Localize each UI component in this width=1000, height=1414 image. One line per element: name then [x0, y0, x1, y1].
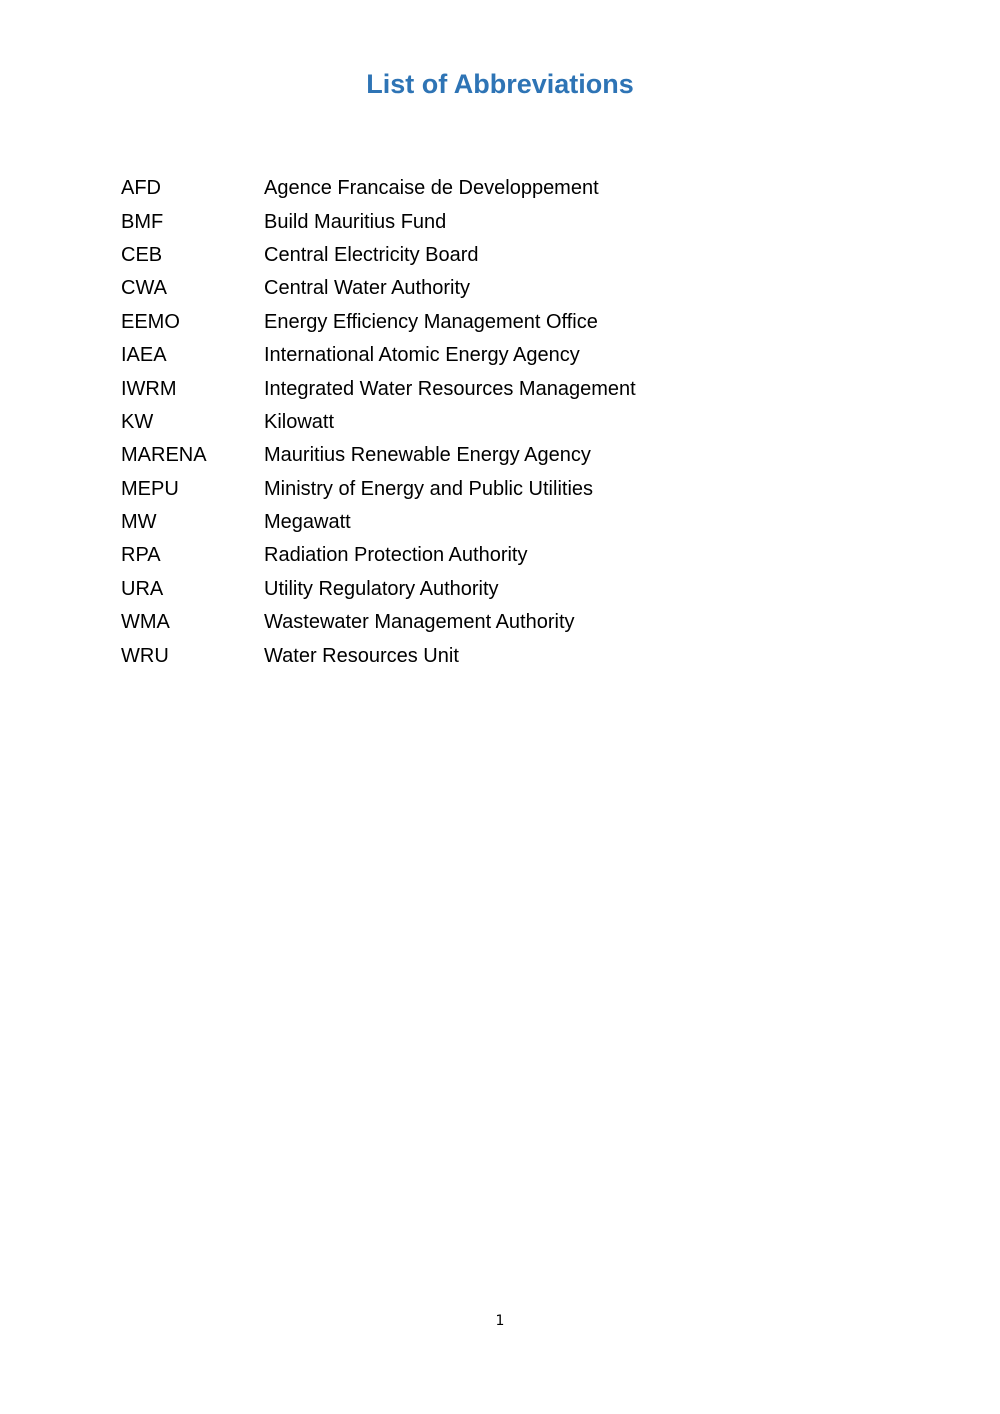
abbreviation-row-iaea [121, 339, 881, 372]
abbreviation-code: RPA [121, 544, 161, 567]
abbreviation-row-eemo [121, 306, 881, 339]
abbreviation-meaning: Water Resources Unit [264, 644, 459, 667]
abbreviation-row-kw [121, 406, 881, 439]
abbreviation-row-wru [121, 639, 881, 672]
abbreviation-meaning: Integrated Water Resources Management [264, 377, 636, 400]
abbreviation-code: WRU [121, 644, 169, 667]
abbreviation-meaning: Megawatt [264, 511, 351, 534]
abbreviation-code: MEPU [121, 477, 179, 500]
abbreviation-meaning: Central Water Authority [264, 277, 471, 300]
abbreviation-row-marena [121, 439, 881, 472]
abbreviation-meaning: Energy Efficiency Management Office [264, 310, 598, 333]
abbreviation-code: MARENA [121, 444, 207, 467]
abbreviation-code: AFD [121, 177, 161, 200]
abbreviation-row-afd [121, 172, 881, 205]
abbreviation-code: MW [121, 511, 157, 534]
abbreviation-row-ceb [121, 239, 881, 272]
abbreviation-row-cwa [121, 272, 881, 305]
abbreviation-meaning: Mauritius Renewable Energy Agency [264, 444, 591, 467]
abbreviation-row-wma [121, 606, 881, 639]
abbreviation-meaning: Central Electricity Board [264, 243, 479, 266]
abbreviation-row-mepu [121, 473, 881, 506]
abbreviation-row-mw [121, 506, 881, 539]
abbreviation-meaning: Utility Regulatory Authority [264, 577, 499, 600]
page-title: List of Abbreviations [366, 69, 634, 99]
abbreviation-meaning: Ministry of Energy and Public Utilities [264, 477, 594, 500]
abbreviation-list [121, 172, 881, 673]
abbreviation-row-iwrm [121, 372, 881, 405]
abbreviation-code: URA [121, 577, 164, 600]
abbreviation-row-rpa [121, 539, 881, 572]
abbreviation-meaning: Kilowatt [264, 410, 335, 433]
abbreviation-code: KW [121, 410, 154, 433]
abbreviation-code: EEMO [121, 310, 180, 333]
abbreviation-meaning: Radiation Protection Authority [264, 544, 528, 567]
abbreviation-code: CWA [121, 277, 167, 300]
abbreviation-code: BMF [121, 210, 164, 233]
abbreviation-row-bmf [121, 205, 881, 238]
abbreviation-code: IWRM [121, 377, 177, 400]
page-number: 1 [495, 1313, 505, 1329]
abbreviation-meaning: Build Mauritius Fund [264, 210, 447, 233]
abbreviation-code: WMA [121, 611, 170, 634]
abbreviation-meaning: International Atomic Energy Agency [264, 344, 580, 367]
abbreviation-meaning: Agence Francaise de Developpement [264, 177, 599, 200]
abbreviation-row-ura [121, 573, 881, 606]
abbreviation-code: CEB [121, 243, 163, 266]
abbreviation-meaning: Wastewater Management Authority [264, 611, 575, 634]
abbreviation-code: IAEA [121, 344, 167, 367]
